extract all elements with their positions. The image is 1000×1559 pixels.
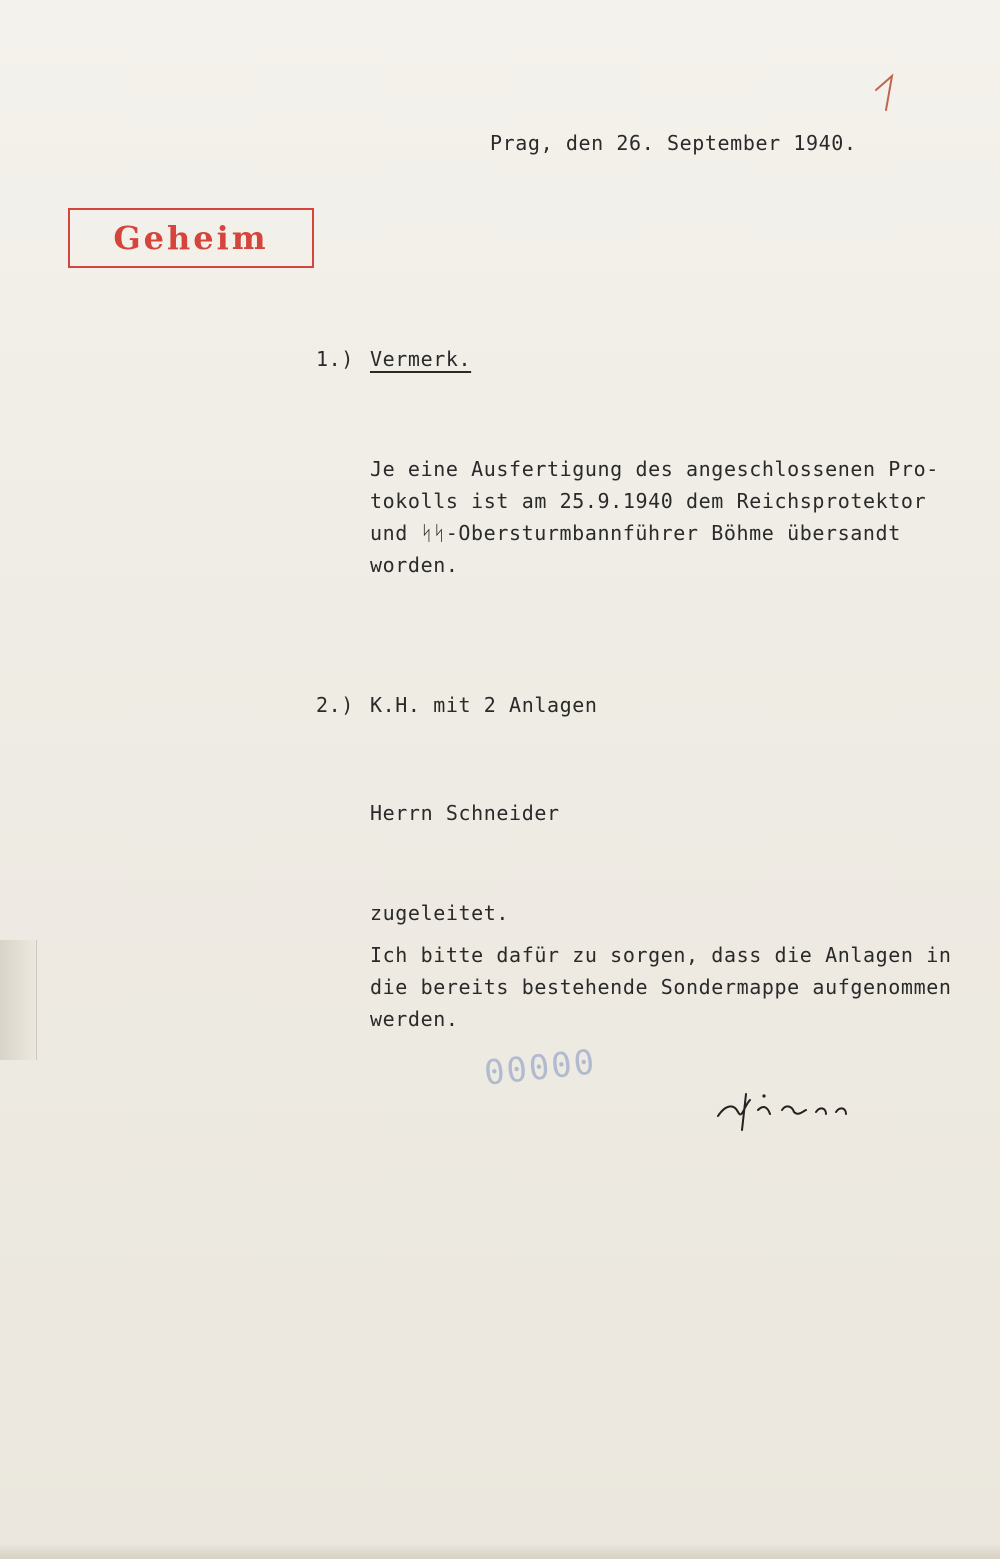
archive-number-stamp: 00000 [482, 1042, 599, 1094]
section2-line-3: werden. [370, 1007, 459, 1031]
secret-stamp [68, 208, 314, 268]
forwarded-text: zugeleitet. [370, 901, 510, 925]
paper-fold [0, 940, 37, 1060]
section1-line-2: tokolls ist am 25.9.1940 dem Reichsprotektor [370, 489, 927, 513]
section2-title: K.H. mit 2 Anlagen [370, 693, 598, 717]
recipient-name: Herrn Schneider [370, 801, 560, 825]
section1-line-1: Je eine Ausfertigung des angeschlossenen Pro- [370, 457, 939, 481]
section2-line-1: Ich bitte dafür zu sorgen, dass die Anlagen in [370, 943, 952, 967]
stamp-label: Geheim [113, 219, 269, 257]
section1-line-3: und ᛋᛋ-Obersturmbannführer Böhme übersandt [370, 521, 901, 545]
section1-line-4: worden. [370, 553, 459, 577]
section1-number: 1.) [316, 347, 354, 371]
handwritten-mark [870, 66, 910, 116]
paper-edge [0, 1545, 1000, 1559]
section2-number: 2.) [316, 693, 354, 717]
signature [712, 1086, 912, 1136]
section2-line-2: die bereits bestehende Sondermappe aufgenommen [370, 975, 952, 999]
date-line: Prag, den 26. September 1940. [490, 131, 857, 155]
section1-title: Vermerk. [370, 347, 472, 371]
